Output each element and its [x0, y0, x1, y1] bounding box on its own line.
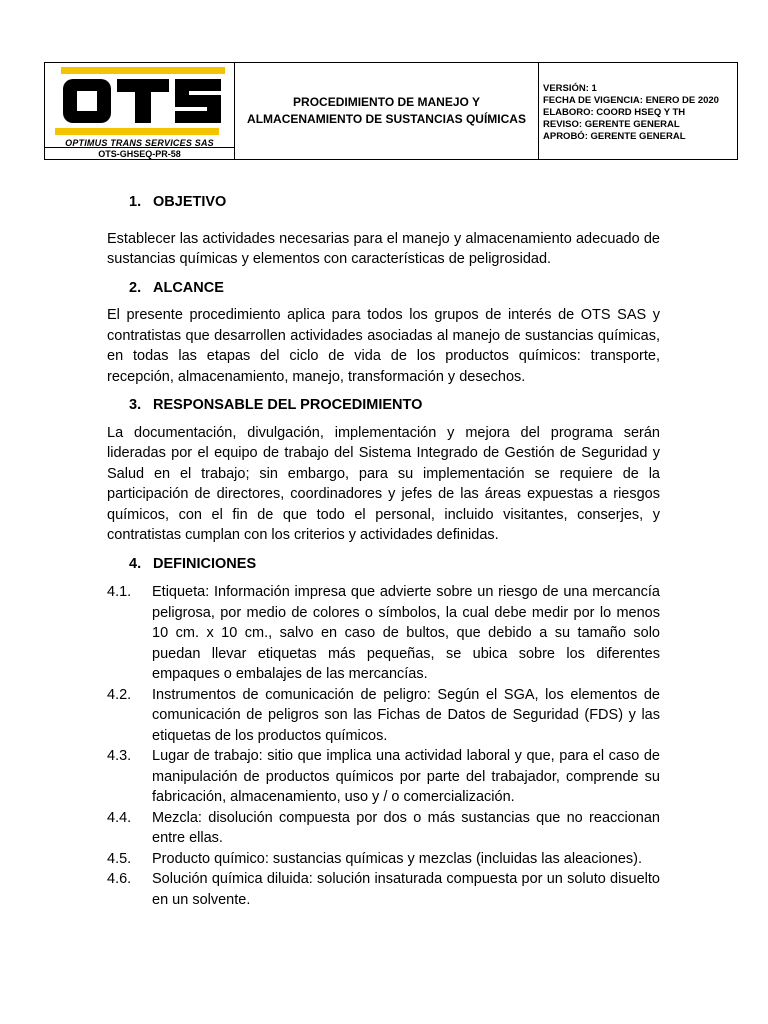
definition-item: 4.1. Etiqueta: Información impresa que advierte sobre un riesgo de una mercancía peligrosa, por medio de colores o símbolos, la cual debe medir por lo menos 10 cm. x 10 cm., salvo en caso de bultos, que debido a su tamaño solo puedan llevar etiquetas más pequeñas, se ubica sobre los diferentes empaques o embalajes de las mercancías. — [107, 584, 660, 682]
section-heading-definiciones: 4. DEFINICIONES — [129, 555, 257, 572]
section-heading-alcance: 2. ALCANCE — [129, 279, 224, 296]
reviso: REVISO: GERENTE GENERAL — [543, 119, 680, 130]
elaboro: ELABORO: COORD HSEQ Y TH — [543, 107, 686, 118]
document-body — [107, 190, 660, 910]
logo-cell — [45, 63, 235, 159]
version: VERSIÓN: 1 — [543, 83, 597, 94]
definitions-list — [107, 582, 660, 910]
definition-item: 4.5. Producto químico: sustancias químicas y mezclas (incluidas las aleaciones). — [107, 850, 642, 867]
definition-item: 4.2. Instrumentos de comunicación de peligro: Según el SGA, los elementos de comunicación de peligros son las Fichas de Datos de Seguridad (FDS) y las etiquetas de los productos químicos. — [107, 686, 660, 744]
document-header — [44, 62, 738, 160]
section-heading-responsable: 3. RESPONSABLE DEL PROCEDIMIENTO — [129, 397, 423, 413]
document-metadata — [539, 63, 737, 159]
section-body-responsable: La documentación, divulgación, implementación y mejora del programa serán lideradas por el equipo de trabajo del Sistema Integrado de Gestión de Seguridad y Salud en el trabajo; sin embargo, para su implementación se requiere de la participación de directores, coordinadores y jefes de las áreas expuestas a riesgos químicos, con el fin de que todo el personal, incluido visitantes, conserjes, y contratistas cumplan con los criterios y actividades definidas. — [107, 424, 660, 543]
title-line-2: ALMACENAMIENTO DE SUSTANCIAS QUÍMICAS — [247, 112, 526, 126]
definition-item: 4.4. Mezcla: disolución compuesta por dos o más sustancias que no reaccionan entre ellas. — [107, 809, 660, 846]
aprobo: APROBÓ: GERENTE GENERAL — [543, 131, 686, 142]
section-body-alcance: El presente procedimiento aplica para todos los grupos de interés de OTS SAS y contratistas que desarrollen actividades asociadas al manejo de sustancias químicas, en todas las etapas del ciclo de vida de los productos químicos: transporte, recepción, almacenamiento, manejo, transformación y desechos. — [107, 307, 660, 385]
ots-logo — [55, 65, 225, 139]
definition-item: 4.6. Solución química diluida: solución insaturada compuesta por un soluto disuelto en un solvente. — [107, 871, 660, 908]
document-code: OTS-GHSEQ-PR-58 — [45, 147, 234, 161]
document-title — [235, 63, 539, 159]
vigencia: FECHA DE VIGENCIA: ENERO DE 2020 — [543, 95, 719, 106]
section-heading-objetivo: 1. OBJETIVO — [129, 194, 227, 210]
definition-item: 4.3. Lugar de trabajo: sitio que implica una actividad laboral y que, para el caso de manipulación de productos químicos por parte del trabajador, comprende su fabricación, almacenamiento, uso y / o comercialización. — [107, 748, 660, 805]
logo-tagline: OPTIMUS TRANS SERVICES SAS — [65, 138, 214, 148]
title-line-1: PROCEDIMIENTO DE MANEJO Y — [293, 95, 480, 109]
section-body-objetivo: Establecer las actividades necesarias para el manejo y almacenamiento adecuado de sustancias químicas y elementos con características de peligrosidad. — [107, 230, 660, 267]
